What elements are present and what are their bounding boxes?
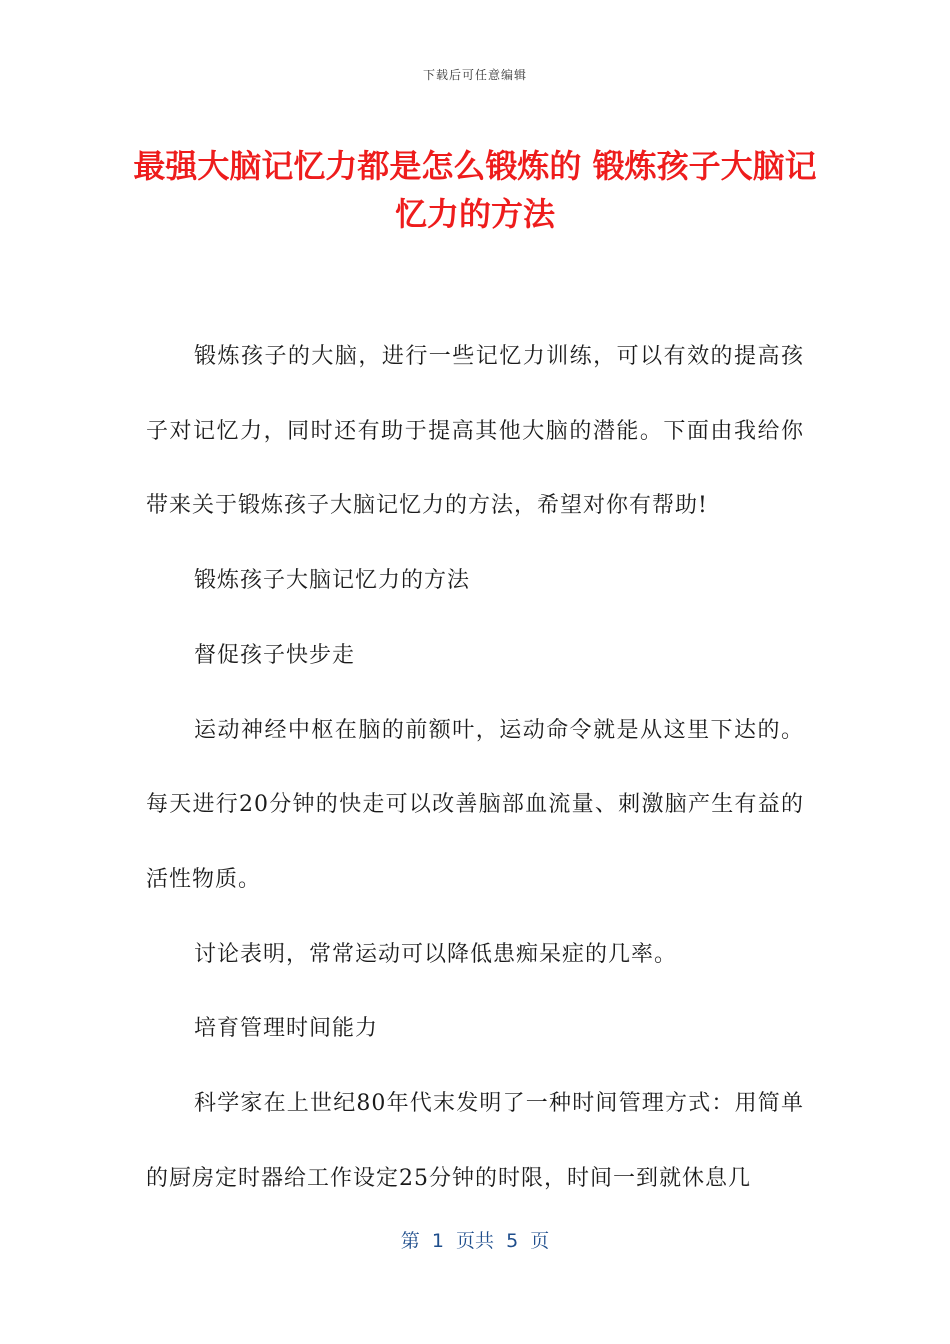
- page-number-footer: 第 1 页共 5 页: [400, 1230, 550, 1252]
- section-heading-methods: 锻炼孩子大脑记忆力的方法: [194, 568, 471, 594]
- document-title: 最强大脑记忆力都是怎么锻炼的 锻炼孩子大脑记忆力的方法: [133, 147, 817, 233]
- document-body: [146, 320, 804, 1216]
- header-note: 下载后可任意编辑: [422, 68, 527, 82]
- subheading-time-management: 培育管理时间能力: [194, 1016, 379, 1042]
- subheading-brisk-walking: 督促孩子快步走: [194, 642, 356, 668]
- paragraph-motor-center: 运动神经中枢在脑的前额叶，运动命令就是从这里下达的。每天进行20分钟的快走可以改善脑部血流量、刺激脑产生有益的活性物质。: [146, 717, 804, 892]
- paragraph-intro: 锻炼孩子的大脑，进行一些记忆力训练，可以有效的提高孩子对记忆力，同时还有助于提高其他大脑的潜能。下面由我给你带来关于锻炼孩子大脑记忆力的方法，希望对你有帮助!: [146, 344, 804, 519]
- paragraph-research: 讨论表明，常常运动可以降低患痴呆症的几率。: [194, 941, 678, 967]
- paragraph-timer-method: 科学家在上世纪80年代末发明了一种时间管理方式：用简单的厨房定时器给工作设定25分钟的时限，时间一到就休息几: [146, 1091, 804, 1191]
